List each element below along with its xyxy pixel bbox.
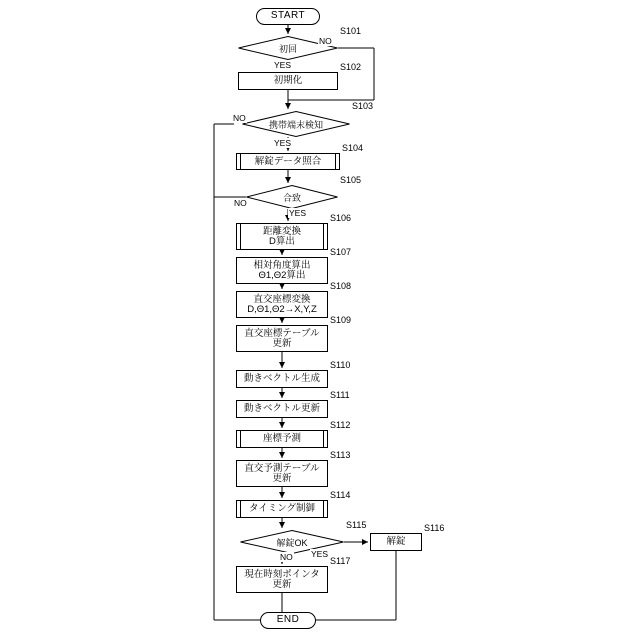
flow-edge-label: NO [234,198,247,208]
flow-node-label: 初期化 [273,75,303,87]
flow-step-id: S102 [340,62,362,72]
flow-step-id: S113 [330,450,351,460]
flow-process-p113 [236,460,328,487]
flow-node-label: START [270,10,306,22]
flow-edge-label: NO [319,36,332,46]
flow-process-p102 [238,72,338,90]
flow-process-p110 [236,370,328,388]
flow-node-label: 携帯端末検知 [268,119,323,130]
flow-node-label: 直交座標テーブル 更新 [244,327,320,349]
flow-step-id: S114 [330,490,351,500]
flow-edge-label: YES [274,138,292,148]
flow-process-p109 [236,325,328,352]
flow-node-label: 相対角度算出 Θ1,Θ2算出 [253,259,311,281]
flow-step-id: S117 [330,556,351,566]
flow-node-label: 解錠データ照合 [254,155,322,167]
flow-process-p104 [236,153,340,170]
flow-node-label: 解錠OK [276,537,308,548]
flow-process-p116 [370,533,422,551]
flow-edge-label: YES [289,208,307,218]
flow-node-label: 解錠 [386,536,406,548]
flow-process-p114 [236,500,328,518]
flow-step-id: S111 [330,390,350,400]
flow-step-id: S104 [342,143,364,153]
flow-decision-d103 [242,111,350,137]
flow-node-label: 現在時刻ポインタ 更新 [244,568,320,590]
flow-terminal-start [256,8,320,25]
flow-process-p107 [236,257,328,284]
flow-process-p108 [236,291,328,318]
flow-process-p106 [236,223,328,250]
flow-node-label: 直交予測テーブル 更新 [244,462,320,484]
flow-edge-label: NO [280,552,293,562]
flow-edge-label: YES [311,549,329,559]
flow-step-id: S109 [330,315,352,325]
flow-step-id: S115 [346,520,367,530]
flow-terminal-end [260,612,316,629]
flow-node-label: 動きベクトル更新 [243,403,320,415]
flow-step-id: S106 [330,213,352,223]
flow-step-id: S116 [424,523,445,533]
flow-step-id: S103 [352,101,374,111]
flow-node-label: 合致 [282,192,301,203]
flow-node-label: タイミング制御 [248,503,316,515]
flow-process-p112 [236,430,328,448]
flow-node-label: 初回 [278,43,297,54]
flow-process-p111 [236,400,328,418]
flow-node-label: 直交座標変換 D,Θ1,Θ2→X,Y,Z [247,293,317,315]
flow-step-id: S107 [330,247,352,257]
flow-node-label: END [276,614,300,626]
flow-node-label: 距離変換 D算出 [262,225,301,247]
flow-step-id: S112 [330,420,351,430]
flow-process-p117 [236,566,328,593]
flow-edge-label: NO [233,113,246,123]
flow-node-label: 座標予測 [262,433,301,445]
flow-edge-label: YES [274,60,292,70]
flow-step-id: S110 [330,360,351,370]
flow-step-id: S105 [340,175,362,185]
flow-step-id: S101 [340,26,362,36]
flow-step-id: S108 [330,281,352,291]
flow-node-label: 動きベクトル生成 [243,373,320,385]
flow-decision-d105 [246,185,338,209]
